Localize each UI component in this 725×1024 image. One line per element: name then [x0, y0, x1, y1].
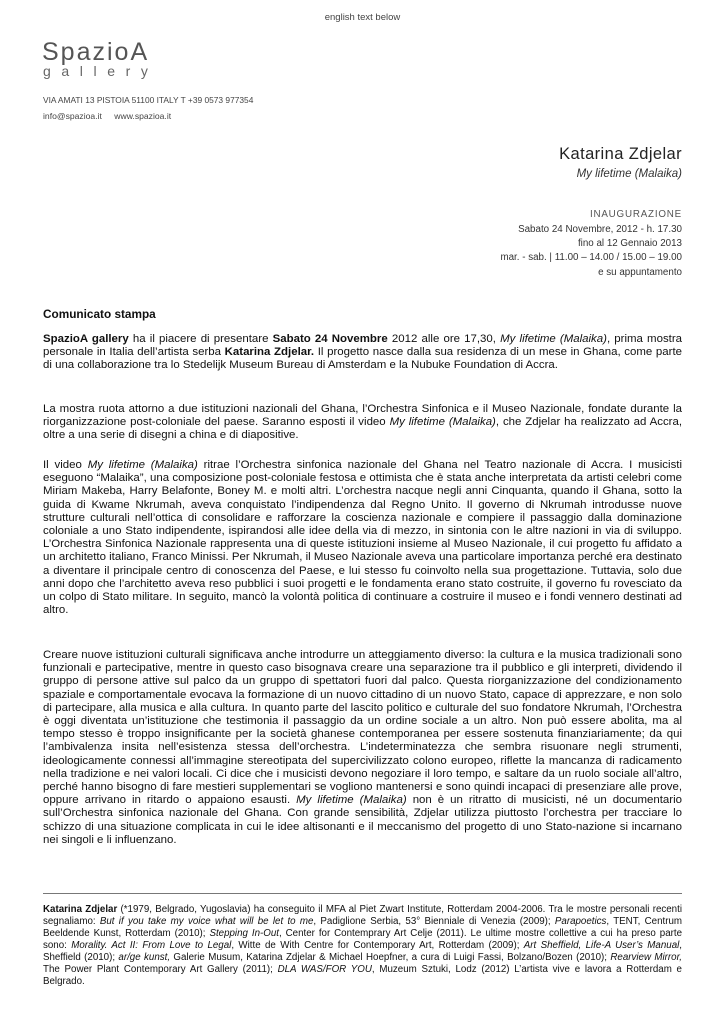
bold-text: Katarina Zdjelar. — [224, 346, 315, 359]
press-release-heading: Comunicato stampa — [43, 307, 156, 321]
text-run: , Witte de With Centre for Contemporary Art, Rotterdam (2009); — [231, 940, 524, 951]
text-run: Creare nuove istituzioni culturali significava anche introdurre un atteggiamento diverso: la cultura e la musica tradizionali sono funzionali e partecipative, mentre in questo caso bisognava creare una separazione tra il pubblico e gli interpreti, dividendo il gruppo di persone attive sul palco da un gruppo di spettatori fuori dal palco. Questa riorganizzazione del condizionamento spaziale e comportamentale evocava la formazione di un nuovo cittadino di un nuovo Stato, capace di apprezzare, e non solo di partecipare, alla musica e alla cultura. In quanto parte del lascito politico e culturale del suo fondatore Nkrumah, l’Orchestra è oggi diventata un’istituzione che testimonia il passaggio da un ordine sociale a un altro. Non può essere abolita, ma al tempo stesso è troppo insignificante per la società ghanese contemporanea per essere sostenuta finanziariamente; da qui l’ambivalenza insita nell’esistenza stessa dell’orchestra. L’indeterminatezza che sembra risuonare negli strumenti, ideologicamente connessi all’immagine stereotipata del supercivilizzato colono europeo, riflette la mancanza di radicamento nella tradizione e nei valori locali. Ci dice che i musicisti devono negoziare il loro tempo, e saltare da un ruolo sociale all’altro, perché hanno bisogno di fare mestieri supplementari se vogliono mantenersi e sono quindi incapaci di presenziare alle prove, oppure arrivano in ritardo o appaiono esausti. — [43, 649, 682, 807]
divider — [43, 893, 682, 894]
opening-date: Sabato 24 Novembre, 2012 - h. 17.30 — [518, 224, 682, 235]
italic-text: Parapoetics — [554, 916, 607, 927]
text-run: , che Zdjelar ha realizzato ad Accra, oltre a una serie di disegni a china e di diapositive. — [43, 416, 683, 442]
bold-text: Sabato 24 Novembre — [272, 333, 388, 345]
italic-text: Rearview Mirror, — [610, 952, 683, 963]
artist-bio — [43, 904, 682, 988]
italic-text: Art Sheffield, Life-A User’s Manual — [523, 940, 680, 951]
text-run: , prima mostra personale in Italia dell’artista serba — [43, 333, 683, 359]
paragraph-video — [43, 459, 682, 617]
text-run: Galerie Musum, Katarina Zdjelar & Michael Hoepfner, a cura di Luigi Fassi, Bolzano/Bozen (2010); — [170, 952, 611, 963]
text-run: , Center for Contemprary Art Celje (2011). Le ultime mostre collettive a cui ha preso parte sono: — [43, 928, 682, 951]
gallery-logo-subtitle: gallery — [43, 63, 159, 79]
paragraph-institutions — [43, 649, 682, 847]
bold-text: Katarina Zdjelar — [43, 904, 118, 915]
text-run: (*1979, Belgrado, Yugoslavia) ha conseguito il MFA al Piet Zwart Institute, Rotterdam 2004-2006. Tra le mostre personali recenti segnaliamo: — [43, 904, 682, 927]
opening-label: INAUGURAZIONE — [589, 209, 682, 220]
text-run: ha il piacere di presentare — [128, 333, 273, 345]
text-run: Il progetto nasce dalla sua residenza di un mese in Ghana, come parte di una collaborazione tra lo Stedelijk Museum Bureau di Amsterdam e la Nubuke Foundation di Accra. — [43, 346, 682, 372]
italic-text: Morality. Act II: From Love to Legal — [71, 940, 232, 951]
text-run: La mostra ruota attorno a due istituzioni nazionali del Ghana, l’Orchestra Sinfonica e il Museo Nazionale, fondate durante la riorganizzazione post-coloniale del paese. Saranno esposti il video — [43, 403, 682, 429]
gallery-email[interactable]: info@spazioa.it — [43, 111, 102, 121]
text-run: ritrae l’Orchestra sinfonica nazionale del Ghana nel Teatro nazionale di Accra. I musicisti eseguono “Malaika”, una composizione post-coloniale festosa e ottimista che è stata anche interpretata da artisti celebri come Miriam Makeba, Harry Belafonte, Boney M. e molti altri. L’orchestra nacque negli anni Cinquanta, quando il Ghana, sotto la guida di Kwame Nkrumah, aveva conquistato l’indipendenza dal Regno Unito. Il governo di Nkrumah introdusse nuove strutture culturali nell’ottica di consolidare e rafforzare la coscienza nazionale e compiere il passaggio dalla dominazione coloniale a uno Stato indipendente, ispirandosi alle idee della via di mezzo, in sintonia con le altre nazioni in via di sviluppo. L’Orchestra Sinfonica Nazionale rappresenta una di queste istituzioni insieme al Museo Nazionale, il cui progetto fu affidato a un architetto italiano, Franco Minissi. Per Nkrumah, il Museo Nazionale aveva una particolare importanza perché era destinato a diventare il principale centro di conoscenza del Paese, e lui stesso fu coinvolto nella sua progettazione. Tuttavia, solo due anni dopo che l’architetto aveva reso pubblici i suoi progetti e le fondamenta erano stato costruite, il governo fu rovesciato da un colpo di Stato militare. In seguito, mancò la volontà politica di continuare a costruire il museo e i fondi vennero destinati ad altro. — [43, 459, 683, 617]
text-run: , Muzeum Sztuki, Lodz (2012) L’artista vive e lavora a Rotterdam e Belgrado. — [43, 964, 682, 987]
bold-text: SpazioA gallery — [43, 333, 129, 345]
text-run: The Power Plant Contemporary Art Gallery (2011); — [43, 964, 278, 975]
gallery-logo-name: SpazioA — [42, 38, 150, 66]
gallery-address: VIA AMATI 13 PISTOIA 51100 ITALY T +39 0573 977354 — [43, 95, 254, 105]
text-run: non è un ritratto di musicisti, né un documentario sull’Orchestra sinfonica nazionale del Ghana. Con grande sensibilità, Zdjelar utilizza piuttosto l’orchestra per tracciare lo schizzo di una situazione complicata in cui le idee altisonanti e il meccanismo del progetto di uno Stato-nazione si incarnano nei singoli e li influenzano. — [43, 794, 682, 846]
italic-text: But if you take my voice what will be let to me — [99, 916, 314, 927]
italic-text: My lifetime (Malaika) — [500, 333, 607, 345]
appointment-note: e su appuntamento — [598, 267, 682, 278]
text-run: 2012 alle ore 17,30, — [387, 333, 501, 345]
text-run: Il video — [43, 459, 88, 471]
italic-text: My lifetime (Malaika) — [87, 459, 198, 471]
text-run: , Padiglione Serbia, 53° Bienniale di Venezia (2009); — [313, 916, 555, 927]
italic-text: My lifetime (Malaika) — [389, 416, 496, 429]
opening-hours: mar. - sab. | 11.00 – 14.00 / 15.00 – 19.00 — [500, 252, 682, 263]
italic-text: DLA WAS/FOR YOU — [277, 964, 372, 975]
italic-text: ar/ge kunst, — [118, 952, 171, 963]
paragraph-exhibition — [43, 403, 682, 443]
exhibition-title: My lifetime (Malaika) — [576, 168, 682, 180]
gallery-contacts — [43, 111, 171, 121]
text-run: , TENT, Centrum Beeldende Kunst, Rotterdam (2010); — [43, 916, 682, 939]
language-note: english text below — [324, 12, 401, 23]
text-run: , Sheffield (2010); — [43, 940, 682, 963]
artist-name: Katarina Zdjelar — [559, 145, 682, 163]
italic-text: My lifetime (Malaika) — [296, 794, 407, 807]
italic-text: Stepping In-Out — [209, 928, 279, 939]
paragraph-intro — [43, 333, 682, 373]
exhibition-end-date: fino al 12 Gennaio 2013 — [577, 238, 682, 249]
gallery-website[interactable]: www.spazioa.it — [114, 111, 172, 121]
